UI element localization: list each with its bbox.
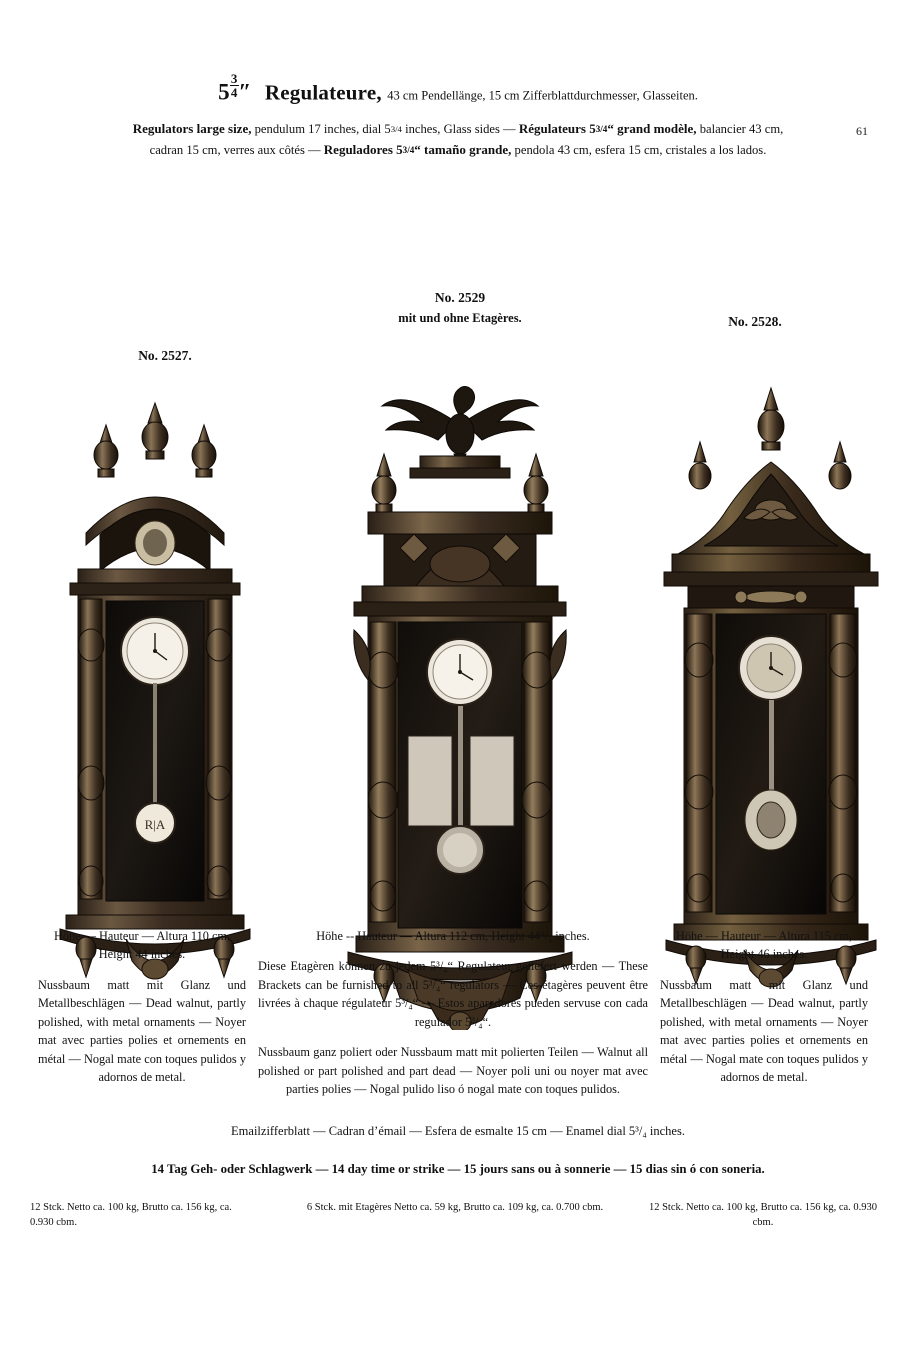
svg-text:R|A: R|A (144, 817, 166, 833)
catalog-page (0, 72, 916, 1352)
subtitle-es-label2: “ tamaño grande, (414, 141, 512, 157)
caption-left (38, 927, 246, 1087)
caption-right-body: Nussbaum matt mit Glanz und Metallbeschlägen — Dead walnut, partly polished, with metal ornaments — Noyer mat avec parties polies et ornements en métal — Nogal mate con toques pulidos y adornos de metal. (660, 977, 868, 1085)
clock-illustration-2528 (640, 368, 900, 988)
subtitle-en-tail: inches, Glass sides — (401, 122, 519, 137)
footer-enamel-dial: Emailzifferblatt — Cadran d’émail — Esfera de esmalte 15 cm — Enamel dial 5³/₄ inches. (231, 1124, 685, 1138)
page-number: 61 (856, 124, 868, 138)
title-size-unit: ″ (238, 79, 252, 105)
caption-middle-body-2: Nussbaum ganz poliert oder Nussbaum matt mit polierten Teilen — Walnut all polished or part polished and part dead — Noyer poli uni ou noyer mat avec parties polies — Nogal pulido liso ó nogal mate con toques pulidos. (258, 1045, 648, 1097)
caption-left-height: Höhe — Hauteur — Altura 110 cm, (53, 929, 231, 943)
subtitle-line-1 (63, 119, 853, 140)
model-label-2527: No. 2527. (138, 348, 192, 364)
subtitle-fr-label2: “ grand modèle, (607, 121, 697, 137)
title-size-fraction: $\frac{3}{4}$ (230, 71, 238, 101)
model-label-2529 (320, 288, 600, 327)
packing-left: 12 Stck. Netto ca. 100 kg, Brutto ca. 156 kg, ca. 0.930 cbm. (30, 1202, 232, 1229)
clock-illustration-2527 (30, 383, 280, 983)
subtitle-fr-label: Régulateurs 5 (518, 121, 596, 137)
subtitle-line-2 (63, 140, 853, 161)
subtitle-fr-detail: balancier 43 cm, (696, 122, 784, 137)
caption-right-height: Höhe — Hauteur — Altura 115 cm, (675, 929, 853, 943)
subtitle-frac-1: 3/4 (390, 124, 402, 135)
illustrations-area (0, 178, 916, 833)
subtitle-en-detail: pendulum 17 inches, dial 5 (251, 122, 391, 137)
title-detail: 43 cm Pendellänge, 15 cm Zifferblattdurchmesser, Glasseiten. (387, 88, 698, 103)
caption-middle-body-1: Diese Etagèren können zu jedem 5³/₄“ Regulateur geliefert werden — These Brackets can be furnished to all 5³/₄“ regulators — Ces étagères peuvent être livrées à chaque régulateur 5³/₄“ — Estos aparadores pueden servuse con cada regulador 5³/₄“. (258, 959, 648, 1029)
title-main: Regulateure, (264, 80, 382, 105)
model-subtitle-2529: mit und ohne Etagères. (398, 310, 522, 325)
footer-movement: 14 Tag Geh- oder Schlagwerk — 14 day time or strike — 15 jours sans ou à sonnerie — 15 dias sin ó con soneria. (151, 1162, 765, 1176)
title-size: 5 (218, 79, 230, 105)
model-number-2529: No. 2529 (434, 290, 486, 306)
caption-middle (258, 927, 648, 1099)
packing-right: 12 Stck. Netto ca. 100 kg, Brutto ca. 156 kg, ca. 0.930 cbm. (648, 1202, 878, 1229)
caption-left-height-inches: Height 44 inches. (98, 947, 186, 962)
subtitle-es-detail: pendola 43 cm, esfera 15 cm, cristales a los lados. (511, 142, 767, 157)
caption-right (660, 927, 868, 1087)
caption-left-body: Nussbaum matt mit Glanz und Metallbeschlägen — Dead walnut, partly polished, with metal ornaments — Noyer mat avec parties polies et ornements en métal — Nogal mate con toques pulidos y adornos de metal. (38, 977, 246, 1085)
caption-middle-height: Höhe -- Hauteur — Altura 112 cm, Height 44⁹/₄ inches. (316, 929, 590, 943)
subtitle-es-label: Reguladores 5 (323, 141, 403, 157)
page-title (0, 72, 916, 105)
clock-illustration-2529 (310, 330, 610, 1030)
packing-middle: 6 Stck. mit Etagères Netto ca. 59 kg, Brutto ca. 109 kg, ca. 0.700 cbm. (306, 1202, 604, 1213)
subtitle-frac-2: 3/4 (595, 124, 608, 135)
subtitle-block (63, 119, 853, 160)
subtitle-fr-detail2: cadran 15 cm, verres aux côtés — (149, 142, 324, 157)
title-line (0, 72, 916, 105)
caption-right-height-inches: Height 46 inches. (720, 947, 808, 962)
subtitle-regulators-label: Regulators large size, (132, 121, 252, 137)
subtitle-frac-3: 3/4 (402, 144, 415, 155)
model-label-2528: No. 2528. (728, 314, 782, 330)
